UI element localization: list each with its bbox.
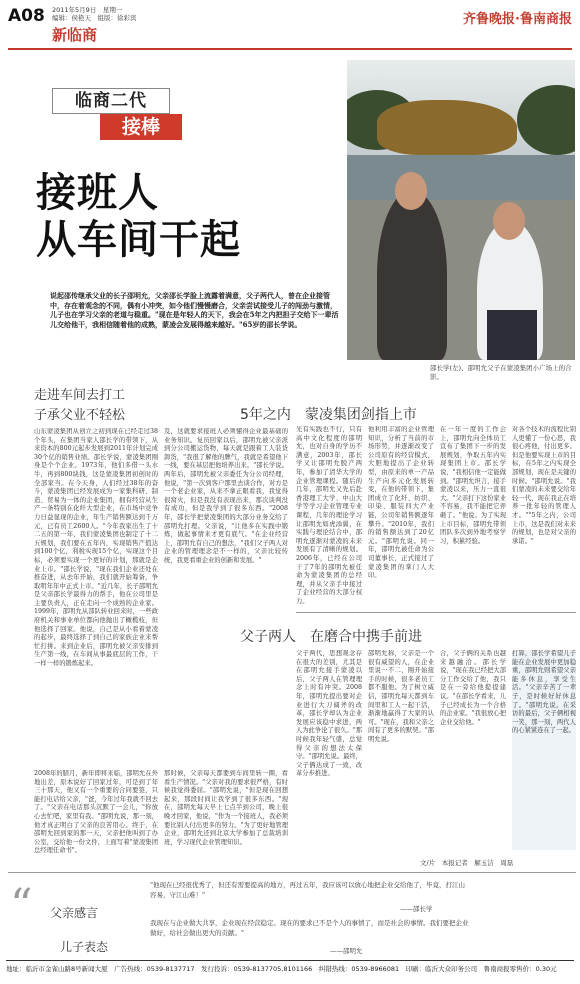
- son-quote: 我现在与企业做大共享，企业现在经营稳定。现在的要求已不是个人的事情了，而是社会的事情。我们要把企业做好，给社会做出更大的贡献。": [150, 919, 469, 937]
- section3-column-4: 打算，邵长学希望儿子能在企业发展中更加稳重，邵明允则希望父亲能多休息，享受生活。"父亲辛苦了一辈子，是时候好好休息了。"邵明允说。在采访的最后，父子俩相视一笑，那一刻，两代人的心紧紧连在了一起。: [512, 650, 576, 850]
- feature-photo: [347, 60, 575, 360]
- photo-caption: 邵长学(左)、邵明允父子在蒙凌集团小广场上的合影。: [430, 364, 572, 381]
- section1-title-2: 子承父业不轻松: [34, 408, 126, 423]
- tag-label: 临商二代: [52, 88, 170, 114]
- section3-title: 父子两人 在磨合中携手前进: [240, 629, 422, 645]
- photo-son-head: [493, 202, 525, 240]
- section3-column-2: 邵明允称，父亲是一个很有威望的人，在企业里说一不二，刚开始接手的时候，很多老员工都不服他。为了树立威信，邵明允每天都到车间里和工人一起干活，渐渐地赢得了大家的认可。"现在，我和父亲之间有了更多的默契。"邵明允说。: [368, 650, 434, 743]
- father-quote-label: 父亲感言: [50, 906, 99, 920]
- section-divider: [296, 612, 576, 613]
- section2-column-1: 光有实践也不行，只有高中文化程度的邵明允，也对自身的学历不满意，2003年，邵长学又让邵明允脱产两年，参加了清华大学的企业管理课程。随后的几年，邵明允又先后赴香港理工大学、中山大学等学习企业管理专业课程，几年的理论学习让邵明允如虎添翼，在实践与理论结合中，邵明允逐渐对蒙凌的未来发展有了清晰的规划。2006年，已经在公司干了7年的邵明允被任命为蒙凌集团的总经理，并从父亲手中接过了企业经营的大部分权力。: [296, 426, 362, 605]
- newspaper-logo: 齐鲁晚报·鲁南商报: [463, 12, 572, 27]
- tag-highlight: 接棒: [100, 114, 182, 140]
- section1-column-1b: 2008年的腊月，新年即将来临，邵明允在外地出差，原本说好了回家过年，可是到了年三十那天，他又有一个重要的合同要签，只能打电话给父亲，"爸，今年过年我就不回去了。"父亲在电话那头沉默了一会儿，"你放心去忙吧，家里有我。"邵明允说，那一刻，他才真正明白了父亲的良苦用心。终于，在邵明允回到家的那一天，父亲把他叫到了办公室，交给他一份文件，上面写着"蒙凌集团总经理任命书"。: [34, 770, 158, 855]
- father-signature: ——邵长学: [400, 905, 433, 913]
- lead-summary: 说起邵传继承父业的长子邵明允，父亲邵长学脸上流露着满意，父子两代人，曾在企业接管中，存在着观念的不同，偶有小冲突，如今他们慢慢磨合，父亲尝试接受儿子的闯劲与激情，儿子也在学习父亲的老道与稳重。"现在是年轻人的天下，我会在5年之内把担子交给下一辈活儿交给他干，我相信随着他的成熟，蒙凌会发展得越来越好。"65岁的邵长学说。: [50, 291, 339, 329]
- son-quote-label: 儿子表态: [60, 940, 109, 954]
- page-number: A08: [8, 6, 45, 26]
- issue-date: 2011年5月9日 星期一: [52, 6, 123, 14]
- son-signature: ——邵明允: [330, 947, 363, 955]
- header-rule: [8, 48, 572, 50]
- section2-column-3: 在一年一度的工作会上，邵明允向全体员工宣布了集团下一步的发展规划，争取五年内实现集团上市。邵长学说，"我相信他一定能做到。"邵明允坦言，接手蒙凌以来，压力一直很大。"父亲打下这份家业不容易，我不能把它弄砸了。"他说。为了实现上市目标，邵明允带领团队多次到外地考察学习，积累经验。: [440, 426, 506, 545]
- headline-line-2: 从车间干起: [36, 217, 241, 263]
- issue-meta: [52, 6, 137, 22]
- quote-divider: [8, 872, 576, 873]
- byline: 文/片 本报记者 解玉洁 周磊: [420, 859, 514, 867]
- section2-column-4: 对各个技术的流程比别人更懂了一份心思，我很心疼他，付出更多。但是他要实现上市的目标，在5年之内实现全部规划，现在是关键的时候。"邵明允说。"我们蒙凌的未来要交给年轻一代，现在我正在培养一批年轻的管理人才。""5年之内，公司上市，这是我们对未来的规划，也是对父亲的承诺。": [512, 426, 576, 545]
- photo-father: [377, 190, 447, 360]
- issue-editor: 编辑：侯艳天 组版：徐彩宾: [52, 14, 137, 22]
- section1-column-1: 山东蒙凌集团从创立之初到现在已经走过38个年头，在集团当家人邵长学的带领下，从来资本的800元起步发展到2011年计划完成30个亿的销售业绩。邵长学说，蒙凌集团刚身是个个企业。1973年，他们多借一头水牛，再到800块钱，这是蒙凌集团初创时的全部家当。在今天身，人们经过38年的奋斗，蒙凌集团已经发展成为一家集科研、制造、贸易为一体的企业集团，拥有经营从生产一条特别在化纤大型企业，在市场中竞争力日益显现的企业，年生产销售额达到千万元，已有员工2600人。"今年我家出生了十二五的第一年，我们蒙凌集团也制定了十二五规划，我们要在五年内，实现销售产值达到100个亿，利税实现15个亿，实现这个目标，必须要实现一个更好的计划，那就是企业上市。"邵长学说，"现在我们企业还处在推奋进，从去年开始，我们就开始筹备，争取明年年中正式上市。"近几年，长子邵明允是父亲邵长学最得力的帮手，他在公司里是主要负责人，正在走向一个成熟的企业家。1999年，邵明允从部队转业回来时，一些政府机关和事业单位都向他抛出了橄榄枝，但他选择了回家。他说，自己是从小看着蒙凌的起步，最终选择了到自己的家族企业来帮忙打拼。来到企业后，邵明允被父亲安排到生产第一线，在车间从事最底层的工作，干一样一样的锻炼起来。: [34, 428, 158, 668]
- section3-column-1: 父子两代，思想观念存在很大的差别，尤其是在邵明允接手蒙凌以后，父子两人在管理理念上时有冲突。2008年，邵明允提出要对企业进行大刀阔斧的改革，邵长学却认为企业发展应该稳中求进，两人为此争论了很久。"那时候我年轻气盛，总觉得父亲的想法太保守。"邵明允说。最终，父子俩达成了一致，改革分步推进。: [296, 650, 362, 778]
- footer-rule: [6, 960, 574, 961]
- photo-bull-statue: [377, 100, 517, 155]
- quote-mark-icon: “: [10, 880, 33, 931]
- section1-column-2b: 那时候，父亲每天都要到车间里转一圈，看看生产情况。"父亲对我的要求很严格，有时候我觉得委屈。"邵明允说，"但是现在回想起来，那段时间让我学到了很多东西。"现在，邵明允每天早上七点半到公司，晚上很晚才回家，他说，"作为一个接班人，我必须要比别人付出更多的努力。"为了更好地管理企业，邵明允还到北京大学参加了总裁培训班，学习现代企业管理知识。: [164, 770, 288, 846]
- father-quote: "他现在已经很优秀了，但还有需要提高的地方，再过五年，我应该可以放心地把企业交给他了，毕竟，打江山容易，守江山难！": [150, 881, 465, 899]
- photo-father-head: [395, 172, 427, 210]
- section1-column-2: 及，这就要求接班人必须懂得企业最基础的业务知识。复员回家以后，邵明允被父亲派到分公司搬运货物，每天就是跟着工人装货卸货，"我很了解他的脾气，我就是希望他下一线，要在基层把他培养出来。"邵长学说。两年后，邵明允被父亲委任为分公司经理，他说，"第一次到客户那里去谈合作，对方是一个老企业家，从来不拿正眼看我，我觉得很窝火，但是我没有表现出来，那次谈判没有成功，但是我学到了很多东西。"2008年，邵长学把蒙凌集团的大部分业务交给了邵明允打理。父亲说，"让他多在实践中锻炼，做起事情来才更有底气。"在企业经营上，邵明允有自己的想法，"我们父子两人对企业的管理理念是不一样的，父亲比较传统，我更看重企业的创新和发展。": [164, 428, 288, 564]
- footer-info: 地址：临沂市金雀山路8号新闻大厦 广告热线：0539-8137717 发行投诉：0539-8137705,8101166 纠错热线：0539-8966081 印刷：临沂大众印务公司 鲁南商报零售价：0.30元: [6, 965, 557, 973]
- section1-title-1: 走进车间去打工: [34, 388, 126, 403]
- section2-title: 5年之内 蒙凌集团剑指上市: [240, 407, 417, 423]
- headline-line-1: 接班人: [36, 170, 159, 216]
- section3-column-3: 合，父子俩的关系也越来越融洽。邵长学说，"现在我已经把大部分工作交给了他，我只是在一旁给他提提建议。"在邵长学看来，儿子已经成长为一个合格的企业家。"我很放心把企业交给他。": [440, 650, 506, 726]
- section-title: 新临商: [52, 26, 98, 44]
- section2-column-2: 他利用丰富的企业管理知识，分析了当前的市场形势，并逐渐改变了公司原有的经营模式，大胆地提出了企业转型，由原来的单一产品生产向多元化发展转变，在他的带领下，集团成立了化纤、纺织、印染、服装四大产业链，公司年销售额逐年攀升。"2010年，我们的销售额达到了20亿元。"邵明允说。同一年，邵明允被任命为公司董事长，正式接过了蒙凌集团的掌门人大印。: [368, 426, 434, 580]
- photo-son-trousers: [487, 310, 537, 360]
- headline: [36, 170, 241, 264]
